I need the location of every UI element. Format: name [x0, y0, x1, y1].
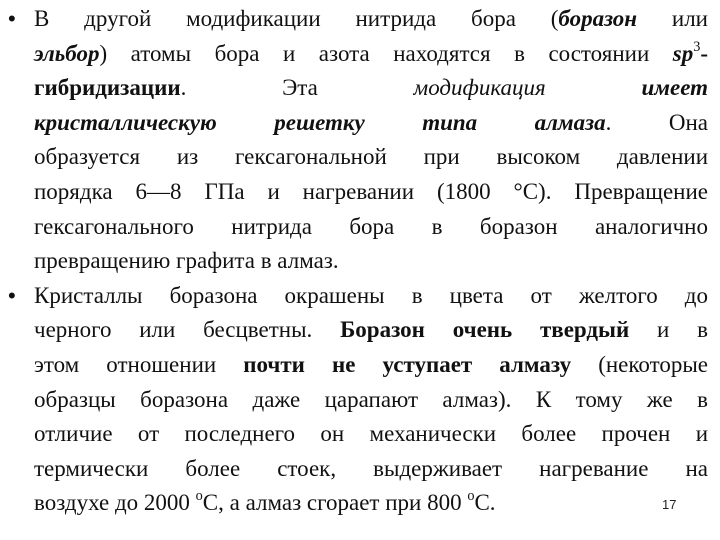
text-segment: . Она — [605, 109, 708, 135]
text-segment: термически более стоек, выдерживает нагревание на — [34, 455, 708, 481]
text-line — [34, 140, 708, 175]
text-line — [34, 37, 708, 72]
bullet-list — [4, 2, 708, 521]
text-line — [34, 452, 708, 487]
text-segment: воздухе до 2000 — [34, 490, 196, 516]
text-line — [34, 279, 708, 314]
text-line — [34, 210, 708, 245]
text-segment: - — [700, 40, 708, 66]
text-segment: эльбор — [34, 40, 100, 66]
text-segment: В другой модификации нитрида бора ( — [34, 6, 559, 31]
text-segment: или — [637, 6, 708, 31]
text-segment: 3 — [693, 38, 701, 55]
bullet-paragraph — [4, 279, 708, 521]
text-line — [34, 313, 708, 348]
text-segment: ) атомы бора и азота находятся в состоянии — [99, 40, 673, 66]
text-segment: кристаллическую решетку типа алмаза — [34, 109, 606, 135]
text-segment: почти не уступает алмазу — [243, 351, 572, 377]
text-line — [34, 71, 708, 106]
text-segment: черного или бесцветны. — [34, 317, 341, 343]
bullet-marker: • — [8, 282, 16, 308]
text-line — [34, 2, 708, 37]
text-segment: образуется из гексагональной при высоком давлении — [34, 144, 708, 170]
text-line — [34, 348, 708, 383]
text-segment: и в — [629, 317, 708, 343]
text-line — [34, 383, 708, 418]
text-line — [34, 417, 708, 452]
text-segment: С, а алмаз сгорает при 800 — [202, 490, 468, 516]
text-segment: боразон — [558, 6, 638, 31]
text-segment: . Эта — [180, 75, 414, 101]
text-segment: Боразон очень твердый — [340, 317, 630, 343]
text-line — [34, 244, 708, 279]
text-segment: (некоторые — [571, 351, 708, 377]
text-segment — [546, 75, 642, 100]
text-segment: sp — [672, 40, 694, 66]
text-segment: образцы боразона даже царапают алмаз). К тому же в — [34, 386, 708, 412]
text-segment: о — [467, 488, 475, 505]
text-segment: о — [195, 488, 203, 505]
text-segment: этом отношении — [34, 351, 244, 377]
text-segment: порядка 6—8 ГПа и нагревании (1800 °С). Превращение — [34, 178, 708, 204]
text-segment: гексагонального нитрида бора в боразон аналогично — [34, 213, 708, 239]
bullet-paragraph — [4, 2, 708, 279]
text-line — [34, 486, 708, 521]
text-line — [34, 175, 708, 210]
text-line — [34, 106, 708, 141]
page-number: 17 — [662, 497, 677, 512]
text-segment: имеет — [641, 75, 708, 101]
text-segment: гибридизации — [34, 75, 181, 101]
bullet-marker: • — [8, 6, 16, 31]
text-segment: превращению графита в алмаз. — [34, 248, 339, 274]
text-segment: Кристаллы боразона окрашены в цвета от желтого до — [34, 282, 708, 308]
text-segment: отличие от последнего он механически более прочен и — [34, 421, 708, 447]
text-segment: модификация — [413, 75, 546, 101]
text-segment: С. — [474, 490, 496, 516]
